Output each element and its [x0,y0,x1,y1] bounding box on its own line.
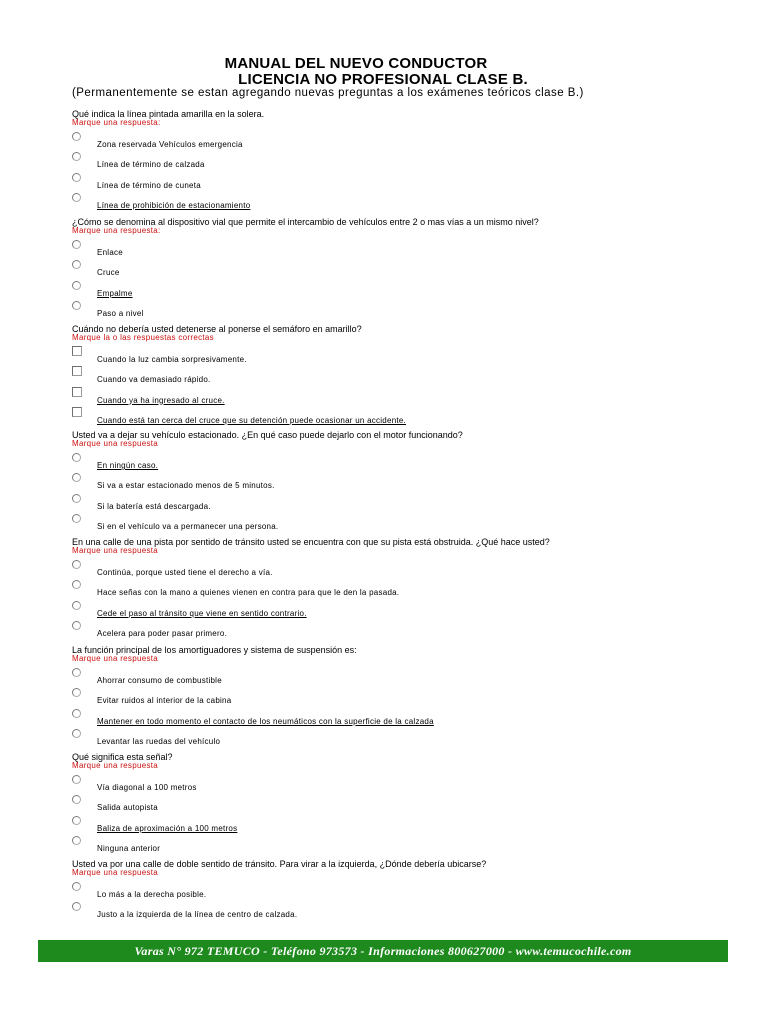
answer-option[interactable] [72,676,692,690]
answer-label: Lo más a la derecha posible. [97,890,207,899]
question-instruction: Marque una respuesta: [72,118,161,127]
answer-radio[interactable] [72,301,81,310]
answer-label: En ningún caso. [97,461,159,470]
answer-option[interactable] [72,248,692,262]
answer-radio[interactable] [72,494,81,503]
answer-radio[interactable] [72,173,81,182]
answer-radio[interactable] [72,601,81,610]
answer-label: Zona reservada Vehículos emergencia [97,140,243,149]
answer-label: Si va a estar estacionado menos de 5 minutos. [97,481,275,491]
answer-label: Acelera para poder pasar primero. [97,628,228,638]
question-instruction: Marque una respuesta [72,761,159,770]
answer-checkbox[interactable] [72,407,82,417]
answer-label: Justo a la izquierda de la línea de centro de calzada. [97,910,298,920]
answer-option[interactable] [72,461,692,475]
answer-label: Cede el paso al tránsito que viene en sentido contrario. [97,608,307,618]
answer-option[interactable] [72,696,692,710]
page-subtitle-license: LICENCIA NO PROFESIONAL CLASE B. [238,71,528,88]
question-text: Usted va a dejar su vehículo estacionado. ¿En qué caso puede dejarlo con el motor funcionando? [72,430,463,440]
answer-option[interactable] [72,803,692,817]
answer-radio[interactable] [72,775,81,784]
answer-label: Línea de término de calzada [97,160,205,170]
answer-label: Paso a nivel [97,308,144,318]
answer-option[interactable] [72,910,692,924]
answer-label: Evitar ruidos al interior de la cabina [97,696,232,706]
question-instruction: Marque una respuesta [72,654,159,663]
answer-label: Hace señas con la mano a quienes vienen en contra para que le den la pasada. [97,588,400,598]
answer-radio[interactable] [72,193,81,202]
answer-label: Cuando ya ha ingresado al cruce. [97,395,225,405]
answer-radio[interactable] [72,453,81,462]
answer-option[interactable] [72,289,692,303]
question-text: Qué indica la línea pintada amarilla en la solera. [72,109,265,119]
question-text: Qué significa esta señal? [72,752,173,762]
answer-option[interactable] [72,568,692,582]
answer-radio[interactable] [72,729,81,738]
question-instruction: Marque la o las respuestas correctas [72,333,214,342]
answer-option[interactable] [72,609,692,623]
answer-radio[interactable] [72,902,81,911]
answer-option[interactable] [72,844,692,858]
answer-option[interactable] [72,890,692,904]
answer-option[interactable] [72,268,692,282]
answer-label: Cuando la luz cambia sorpresivamente. [97,355,247,364]
answer-option[interactable] [72,160,692,174]
answer-label: Cuando está tan cerca del cruce que su detención puede ocasionar un accidente. [97,415,407,425]
answer-checkbox[interactable] [72,346,82,356]
answer-label: Línea de término de cuneta [97,180,201,190]
question-text: Usted va por una calle de doble sentido de tránsito. Para virar a la izquierda, ¿Dónde debería ubicarse? [72,859,487,869]
question-instruction: Marque una respuesta [72,439,159,448]
answer-option[interactable] [72,375,692,389]
question-text: La función principal de los amortiguadores y sistema de suspensión es: [72,645,357,655]
answer-radio[interactable] [72,240,81,249]
answer-radio[interactable] [72,816,81,825]
answer-label: Ahorrar consumo de combustible [97,676,222,685]
answer-option[interactable] [72,481,692,495]
answer-radio[interactable] [72,709,81,718]
answer-option[interactable] [72,737,692,751]
answer-option[interactable] [72,181,692,195]
question-text: En una calle de una pista por sentido de tránsito usted se encuentra con que su pista está obstruida. ¿Qué hace usted? [72,537,550,547]
answer-radio[interactable] [72,514,81,523]
answer-radio[interactable] [72,882,81,891]
answer-radio[interactable] [72,560,81,569]
answer-option[interactable] [72,502,692,516]
question-text: Cuándo no debería usted detenerse al ponerse el semáforo en amarillo? [72,324,362,334]
answer-radio[interactable] [72,621,81,630]
answer-label: Enlace [97,248,123,257]
page-note: (Permanentemente se estan agregando nuevas preguntas a los exámenes teóricos clase B.) [72,87,584,99]
answer-label: Cuando va demasiado rápido. [97,375,211,385]
answer-option[interactable] [72,416,692,430]
page-title: MANUAL DEL NUEVO CONDUCTOR [224,55,488,72]
answer-option[interactable] [72,824,692,838]
answer-radio[interactable] [72,281,81,290]
footer-banner: Varas N° 972 TEMUCO - Teléfono 973573 - Informaciones 800627000 - www.temucochile.com [38,940,728,962]
answer-option[interactable] [72,201,692,215]
question-instruction: Marque una respuesta [72,868,159,877]
answer-label: Levantar las ruedas del vehículo [97,736,221,746]
answer-label: Ninguna anterior [97,843,161,853]
answer-option[interactable] [72,396,692,410]
answer-option[interactable] [72,588,692,602]
answer-option[interactable] [72,140,692,154]
answer-option[interactable] [72,783,692,797]
answer-label: Salida autopista [97,803,158,813]
answer-option[interactable] [72,355,692,369]
question-instruction: Marque una respuesta: [72,226,161,235]
answer-label: Cruce [97,268,120,278]
answer-label: Si la batería está descargada. [97,501,211,511]
answer-radio[interactable] [72,473,81,482]
answer-radio[interactable] [72,260,81,269]
answer-checkbox[interactable] [72,387,82,397]
answer-radio[interactable] [72,688,81,697]
answer-option[interactable] [72,309,692,323]
answer-option[interactable] [72,717,692,731]
answer-radio[interactable] [72,132,81,141]
answer-radio[interactable] [72,668,81,677]
answer-label: Vía diagonal a 100 metros [97,783,197,792]
answer-radio[interactable] [72,580,81,589]
answer-label: Baliza de aproximación a 100 metros [97,823,238,833]
answer-checkbox[interactable] [72,366,82,376]
answer-label: Línea de prohibición de estacionamiento [97,200,251,210]
answer-radio[interactable] [72,836,81,845]
answer-option[interactable] [72,522,692,536]
answer-label: Continúa, porque usted tiene el derecho a vía. [97,568,273,577]
question-text: ¿Cómo se denomina al dispositivo vial que permite el intercambio de vehículos entre 2 o mas vías a un mismo nivel? [72,217,539,227]
answer-label: Si en el vehículo va a permanecer una persona. [97,521,279,531]
answer-radio[interactable] [72,152,81,161]
answer-option[interactable] [72,629,692,643]
answer-label: Empalme [97,288,133,298]
answer-radio[interactable] [72,795,81,804]
question-instruction: Marque una respuesta [72,546,159,555]
answer-label: Mantener en todo momento el contacto de los neumáticos con la superficie de la calzada [97,716,434,726]
